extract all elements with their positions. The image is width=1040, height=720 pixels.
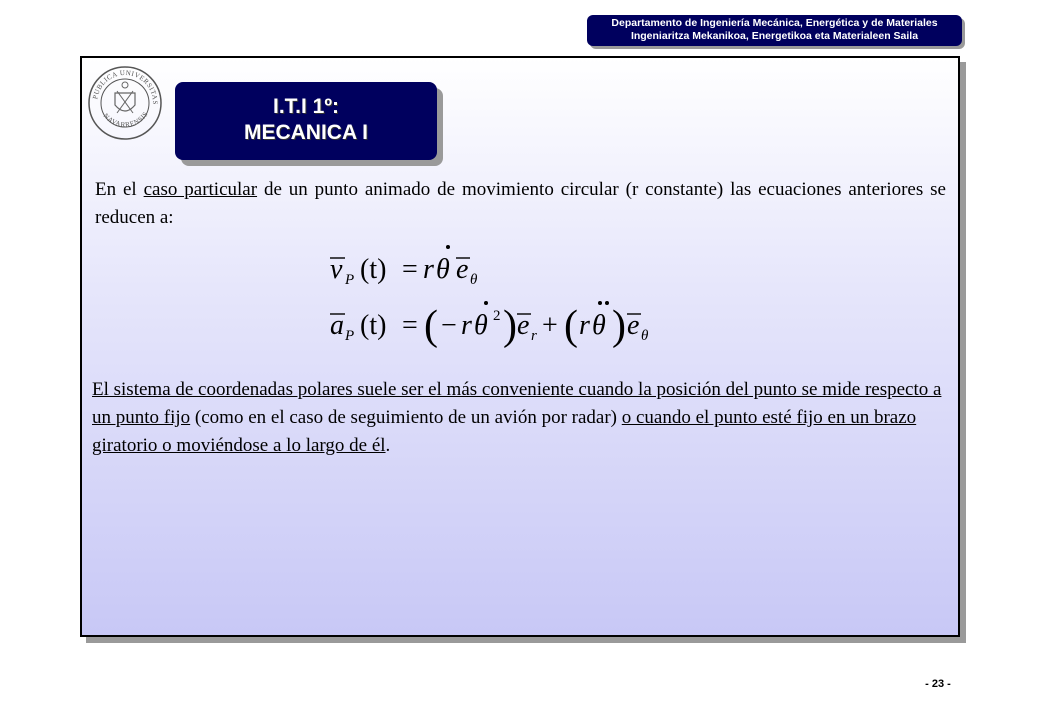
close-paren: ): [503, 303, 517, 349]
polar-emphasis-2: o cuando el punto esté fijo en un brazo giratorio o moviéndose a lo largo de él: [92, 407, 917, 456]
velocity-subscript: P: [345, 272, 355, 288]
radius-symbol: r: [423, 254, 434, 285]
department-name-eu: Ingeniaritza Mekanikoa, Energetikoa eta Materialeen Saila: [630, 30, 919, 42]
svg-text:NAVARRENSIS: NAVARRENSIS: [101, 110, 150, 129]
acceleration-subscript: P: [345, 328, 355, 344]
department-name-es: Departamento de Ingeniería Mecánica, Energética y de Materiales: [611, 17, 938, 29]
page-number: - 23 -: [925, 678, 951, 690]
course-title-box: [175, 82, 437, 160]
velocity-symbol: v: [330, 254, 343, 285]
theta-symbol: θ: [592, 310, 606, 341]
polar-text-end: .: [385, 435, 391, 456]
time-derivative-dot: [484, 301, 488, 305]
acceleration-argument: (t): [360, 310, 387, 341]
second-derivative-dot-2: [605, 301, 609, 305]
department-banner: [587, 15, 962, 46]
close-paren: ): [612, 303, 626, 349]
second-derivative-dot-1: [598, 301, 602, 305]
acceleration-symbol: a: [330, 310, 344, 341]
svg-text:PUBLICA UNIVERSITAS: PUBLICA UNIVERSITAS: [91, 68, 160, 105]
velocity-equation: [330, 245, 478, 288]
intro-paragraph: [95, 176, 946, 232]
equals-sign: =: [402, 254, 418, 285]
radius-symbol: r: [579, 310, 590, 341]
polar-coordinates-paragraph: [92, 376, 946, 460]
equals-sign: =: [402, 310, 418, 341]
university-seal-logo: [87, 65, 163, 141]
velocity-argument: (t): [360, 254, 387, 285]
circular-motion-equations: [320, 240, 680, 360]
course-code: I.T.I 1º:: [272, 95, 339, 118]
radius-symbol: r: [461, 310, 472, 341]
transverse-unit-vector: e: [627, 310, 640, 341]
unit-vector-symbol: e: [456, 254, 469, 285]
polar-emphasis-1: El sistema de coordenadas polares suele ser el más conveniente cuando la posición del punto se mide respecto a un punto fijo: [92, 379, 942, 428]
polar-text-middle: (como en el caso de seguimiento de un avión por radar): [190, 407, 622, 428]
theta-symbol: θ: [436, 254, 450, 285]
intro-text-start: En el: [95, 179, 144, 200]
squared-exponent: 2: [493, 308, 501, 324]
radial-unit-vector: e: [517, 310, 530, 341]
theta-symbol: θ: [474, 310, 488, 341]
acceleration-equation: [330, 301, 649, 349]
transverse-subscript: θ: [641, 328, 649, 344]
intro-text-end: de un punto animado de movimiento circular (r constante) las ecuaciones anteriores se reducen a:: [95, 179, 946, 228]
course-name: MECANICA I: [243, 121, 369, 144]
open-paren: (: [564, 303, 578, 349]
time-derivative-dot: [446, 245, 450, 249]
plus-sign: +: [542, 310, 558, 341]
unit-vector-subscript: θ: [470, 272, 478, 288]
minus-sign: −: [441, 310, 457, 341]
open-paren: (: [424, 303, 438, 349]
intro-emphasis: caso particular: [143, 179, 258, 200]
radial-subscript: r: [531, 328, 537, 344]
